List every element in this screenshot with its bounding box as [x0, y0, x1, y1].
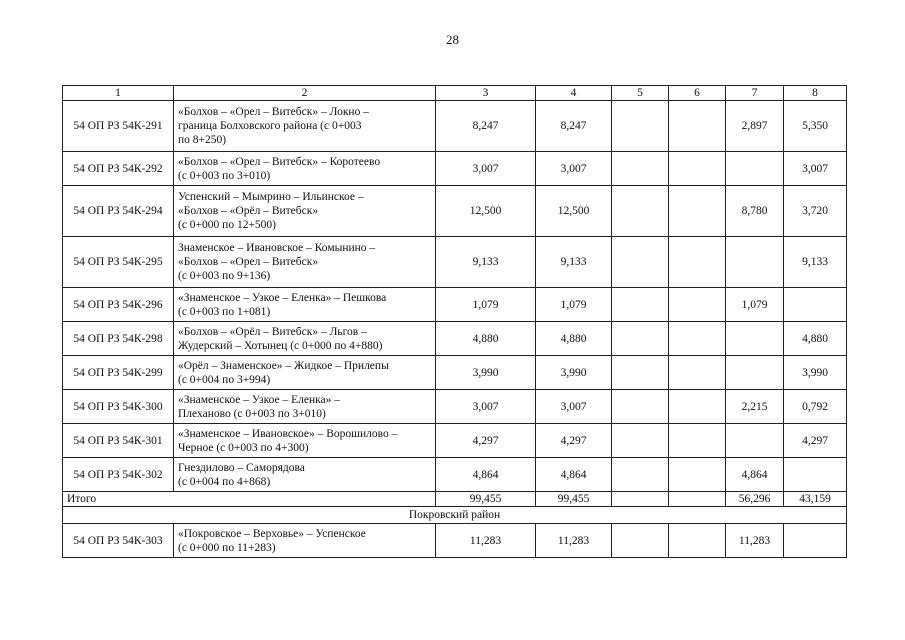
road-name-line: «Болхов – «Орел – Витебск» – Коротеево	[178, 155, 381, 168]
value-c8: 3,007	[784, 152, 847, 186]
value-c8: 3,720	[784, 186, 847, 237]
value-c8: 4,297	[784, 424, 847, 458]
column-header: 7	[726, 86, 784, 101]
road-name-line: «Болхов – «Орел – Витебск»	[178, 256, 319, 268]
value-c8	[784, 458, 847, 492]
column-header: 2	[174, 86, 436, 101]
road-name-line: (с 0+000 по 11+283)	[178, 541, 276, 554]
road-name-line: «Знаменское – Ивановское» – Ворошилово –	[178, 427, 398, 440]
road-name-line: «Болхов – «Орел – Витебск» – Локно –	[178, 106, 369, 118]
column-header: 5	[612, 86, 669, 101]
table-row	[63, 101, 847, 152]
value-c6	[669, 458, 726, 492]
road-code: 54 ОП РЗ 54К-296	[63, 288, 174, 322]
value-c4: 1,079	[536, 288, 612, 322]
value-c7: 8,780	[726, 186, 784, 237]
road-code: 54 ОП РЗ 54К-291	[63, 101, 174, 152]
value-c8	[784, 524, 847, 558]
value-c5	[612, 390, 669, 424]
value-c8: 5,350	[784, 101, 847, 152]
value-c5	[612, 186, 669, 237]
value-c7: 11,283	[726, 524, 784, 558]
value-c7: 1,079	[726, 288, 784, 322]
road-name	[174, 186, 436, 237]
road-name	[174, 152, 436, 186]
road-name-line: Успенский – Мымрино – Ильинское –	[178, 191, 364, 203]
table-row	[63, 424, 847, 458]
value-c5	[612, 322, 669, 356]
value-c7	[726, 356, 784, 390]
value-c7	[726, 237, 784, 288]
total-c7: 56,296	[726, 492, 784, 507]
column-header: 1	[63, 86, 174, 101]
total-c6	[669, 492, 726, 507]
value-c5	[612, 237, 669, 288]
value-c6	[669, 101, 726, 152]
road-name-line: «Орёл – Знаменское» – Жидкое – Прилепы	[178, 359, 389, 372]
road-code: 54 ОП РЗ 54К-294	[63, 186, 174, 237]
road-name-line: граница Болховского района (с 0+003	[178, 120, 362, 132]
value-c6	[669, 288, 726, 322]
value-c5	[612, 424, 669, 458]
value-c3: 3,007	[436, 152, 536, 186]
road-name-line: «Болхов – «Орёл – Витебск» – Льгов –	[178, 325, 367, 338]
value-c3: 12,500	[436, 186, 536, 237]
total-c8: 43,159	[784, 492, 847, 507]
roads-table	[62, 85, 847, 558]
road-name	[174, 101, 436, 152]
value-c5	[612, 356, 669, 390]
road-name-line: (с 0+003 по 3+010)	[178, 169, 271, 182]
road-name	[174, 524, 436, 558]
table-row	[63, 390, 847, 424]
value-c5	[612, 288, 669, 322]
value-c4: 4,880	[536, 322, 612, 356]
road-code: 54 ОП РЗ 54К-300	[63, 390, 174, 424]
value-c4: 12,500	[536, 186, 612, 237]
value-c5	[612, 458, 669, 492]
road-name-line: Черное (с 0+003 по 4+300)	[178, 441, 309, 454]
road-name-line: «Знаменское – Узкое – Еленка» –	[178, 393, 340, 406]
total-row	[63, 492, 847, 507]
column-number-row	[63, 86, 847, 101]
value-c7: 2,215	[726, 390, 784, 424]
table-row	[63, 237, 847, 288]
value-c8: 3,990	[784, 356, 847, 390]
road-name-line: Плеханово (с 0+003 по 3+010)	[178, 407, 326, 420]
road-name-line: «Знаменское – Узкое – Еленка» – Пешкова	[178, 291, 387, 304]
column-header: 4	[536, 86, 612, 101]
value-c3: 4,297	[436, 424, 536, 458]
value-c4: 3,990	[536, 356, 612, 390]
value-c3: 1,079	[436, 288, 536, 322]
total-c5	[612, 492, 669, 507]
road-code: 54 ОП РЗ 54К-301	[63, 424, 174, 458]
total-c4: 99,455	[536, 492, 612, 507]
value-c6	[669, 322, 726, 356]
road-name-line: (с 0+000 по 12+500)	[178, 219, 277, 231]
road-name	[174, 237, 436, 288]
road-name-line: Гнездилово – Саморядова	[178, 461, 305, 474]
road-name	[174, 288, 436, 322]
value-c5	[612, 524, 669, 558]
road-name	[174, 424, 436, 458]
value-c4: 8,247	[536, 101, 612, 152]
value-c6	[669, 424, 726, 458]
value-c3: 8,247	[436, 101, 536, 152]
value-c3: 3,990	[436, 356, 536, 390]
road-name-line: (с 0+004 по 3+994)	[178, 373, 271, 386]
road-name-line: Жудерский – Хотынец (с 0+000 по 4+880)	[178, 339, 383, 352]
value-c4: 9,133	[536, 237, 612, 288]
value-c4: 4,297	[536, 424, 612, 458]
value-c7	[726, 152, 784, 186]
page-number: 28	[446, 32, 459, 47]
column-header: 3	[436, 86, 536, 101]
value-c4: 3,007	[536, 152, 612, 186]
total-label: Итого	[63, 492, 436, 507]
road-name-line: «Покровское – Верховье» – Успенское	[178, 527, 366, 540]
table-row	[63, 152, 847, 186]
road-name	[174, 390, 436, 424]
value-c5	[612, 101, 669, 152]
value-c6	[669, 186, 726, 237]
road-name-line: (с 0+003 по 1+081)	[178, 305, 271, 318]
value-c6	[669, 356, 726, 390]
value-c6	[669, 237, 726, 288]
value-c3: 4,880	[436, 322, 536, 356]
value-c4: 11,283	[536, 524, 612, 558]
road-code: 54 ОП РЗ 54К-295	[63, 237, 174, 288]
table-row	[63, 458, 847, 492]
value-c4: 3,007	[536, 390, 612, 424]
value-c7: 2,897	[726, 101, 784, 152]
road-name	[174, 458, 436, 492]
table-row	[63, 322, 847, 356]
road-name-line: (с 0+004 по 4+868)	[178, 475, 271, 488]
district-header-row	[63, 507, 847, 524]
value-c7	[726, 424, 784, 458]
road-name-line: «Болхов – «Орёл – Витебск»	[178, 205, 319, 217]
road-code: 54 ОП РЗ 54К-302	[63, 458, 174, 492]
total-c3: 99,455	[436, 492, 536, 507]
value-c5	[612, 152, 669, 186]
district-name: Покровский район	[63, 507, 847, 524]
value-c8: 9,133	[784, 237, 847, 288]
road-code: 54 ОП РЗ 54К-292	[63, 152, 174, 186]
value-c7	[726, 322, 784, 356]
table-row	[63, 186, 847, 237]
table-row	[63, 356, 847, 390]
value-c3: 4,864	[436, 458, 536, 492]
value-c8: 4,880	[784, 322, 847, 356]
value-c3: 9,133	[436, 237, 536, 288]
column-header: 8	[784, 86, 847, 101]
road-name-line: по 8+250)	[178, 134, 227, 146]
value-c3: 11,283	[436, 524, 536, 558]
road-name-line: (с 0+003 по 9+136)	[178, 270, 271, 282]
value-c6	[669, 524, 726, 558]
value-c8	[784, 288, 847, 322]
table-row	[63, 288, 847, 322]
table-row	[63, 524, 847, 558]
value-c7: 4,864	[726, 458, 784, 492]
column-header: 6	[669, 86, 726, 101]
road-name	[174, 322, 436, 356]
road-code: 54 ОП РЗ 54К-303	[63, 524, 174, 558]
value-c3: 3,007	[436, 390, 536, 424]
value-c6	[669, 390, 726, 424]
road-name-line: Знаменское – Ивановское – Комынино –	[178, 242, 376, 254]
value-c6	[669, 152, 726, 186]
road-code: 54 ОП РЗ 54К-298	[63, 322, 174, 356]
road-code: 54 ОП РЗ 54К-299	[63, 356, 174, 390]
value-c4: 4,864	[536, 458, 612, 492]
road-name	[174, 356, 436, 390]
value-c8: 0,792	[784, 390, 847, 424]
